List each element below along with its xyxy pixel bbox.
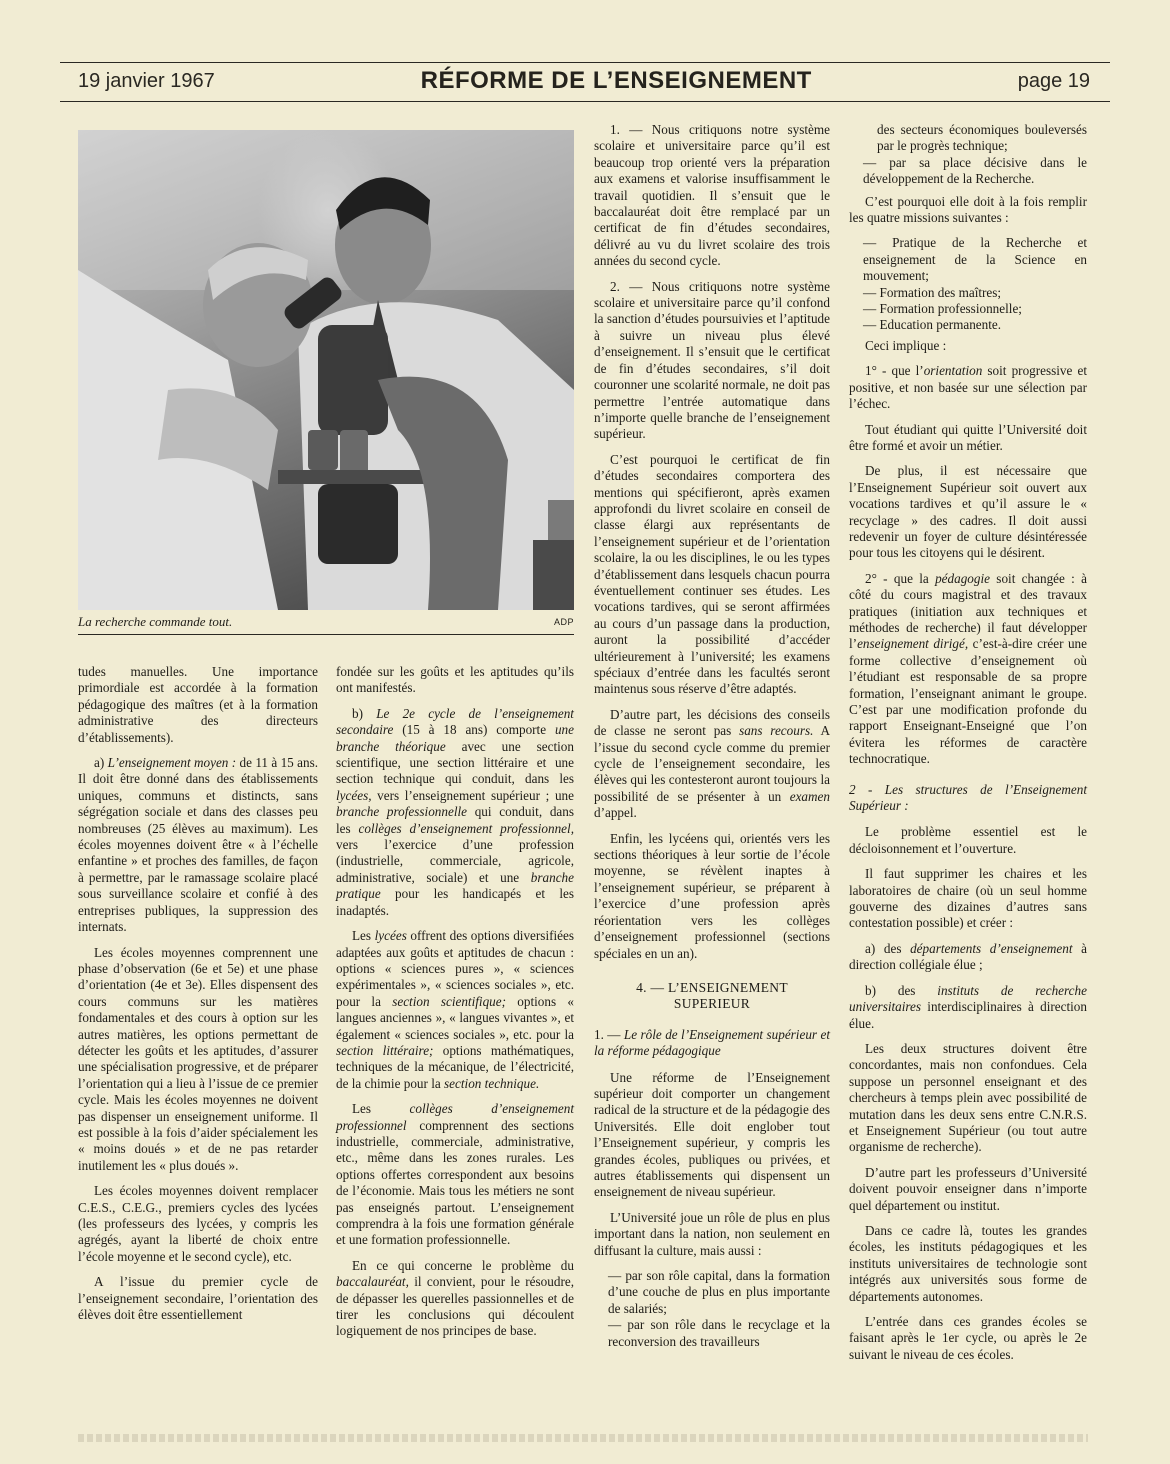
header-rule — [60, 101, 1110, 102]
dash-list — [594, 1268, 830, 1350]
paragraph: 1. — Nous critiquons notre système scolaire et universitaire parce qu’il est beaucoup trop orienté vers la préparation aux examens et valorise insuffisamment le travail quotidien. Il s’ensuit que le baccalauréat doit être remplacé par un certificat de fin d’études secondaires, délivré au vu du livret scolaire des trois années du second cycle. — [594, 122, 830, 269]
paragraph-lycees: Les lycées offrent des options diversifiées adaptées aux goûts et aptitudes de chacun : options « sciences pures », « sciences expérimentales », « sciences sociales », etc. pour la section scientifique; options « langues anciennes », « langues vivantes », et également « sciences sociales », etc. pour la section littéraire; options mathématiques, techniques de la mécanique, de l’électricité, de la chimie pour la section technique. — [336, 928, 574, 1091]
list-item: — par sa place décisive dans le développement de la Recherche. — [863, 154, 1087, 187]
section-title: SUPERIEUR — [673, 996, 751, 1012]
photo-caption-row — [78, 612, 574, 632]
paragraph: De plus, il est nécessaire que l’Enseignement Supérieur soit ouvert aux vocations tardives et qu’il assure le « recyclage » des cadres. Il doit aussi redevenir un foyer de culture désintéressée pour tous les citoyens qui le désirent. — [849, 463, 1087, 561]
paragraph: D’autre part les professeurs d’Université doivent pouvoir enseigner dans n’importe quel département ou institut. — [849, 1164, 1087, 1213]
paragraph: Ceci implique : — [865, 337, 947, 353]
paragraph: Les écoles moyennes comprennent une phase d’observation (6e et 5e) et une phase d’orientation (4e et 3e). Elles dispensent des cours communs sur les matières fondamentales et des cours à option sur les autres matières, les options permettant de détecter les goûts et les aptitudes, d’assurer une spécialisation progressive, et de préparer l’orientation qui a lieu à l’issue de ce premier cycle. Mais les écoles moyennes ne doivent pas dispenser un enseignement uniforme. Il est possible à la fois d’aider spécialement les « moins doués » et de ne pas retarder inutilement les « plus doués ». — [78, 944, 318, 1173]
top-rule — [60, 62, 1110, 63]
page-title: RÉFORME DE L’ENSEIGNEMENT — [420, 67, 812, 94]
subsection-heading: 1. — Le rôle de l’Enseignement supérieur et la réforme pédagogique — [594, 1026, 830, 1059]
paragraph: Une réforme de l’Enseignement supérieur doit comporter un changement radical de la structure et de la pédagogie des Universités. Elle doit englober tout l’Enseignement supérieur, y compris les grandes écoles, publiques ou privées, et autres établissements qui dispensent un enseignement de niveau supérieur. — [594, 1069, 830, 1200]
section-number: 4. — L’ENSEIGNEMENT — [636, 979, 788, 995]
list-item-continued: des secteurs économiques bouleversés par le progrès technique; — [877, 122, 1087, 154]
paragraph-orientation: 1° - que l’orientation soit progressive et positive, et non basée sur une sélection par l’échec. — [849, 363, 1087, 412]
paragraph: Les deux structures doivent être concordantes, mais non confondues. Cela suppose un personnel enseignant et des chercheurs à temps plein avec possibilité de mutation dans les deux sens entre C.N.R.S. et Enseignement Supérieur (ou tout autre organisme de recherche). — [849, 1040, 1087, 1155]
section-heading — [594, 980, 830, 1013]
paragraph-enseignement-moyen: a) L’enseignement moyen : de 11 à 15 ans. Il doit être donné dans des établissements uniques, communs et distincts, sans ségrégation sociale et dans des classes peu nombreuses (25 élèves au maximum). Les écoles moyennes doivent être « à l’échelle enfantine » et proches des familles, de façon à permettre, par le ramassage scolaire placé sous surveillance scolaire et confié à des entreprises publiques, la suppression des internats. — [78, 755, 319, 935]
page-number: page 19 — [1017, 69, 1090, 92]
dash-list — [849, 122, 1087, 188]
missions-list — [849, 235, 1087, 333]
paragraph: Tout étudiant qui quitte l’Université doit être formé et avoir un métier. — [849, 421, 1087, 453]
paragraph: L’Université joue un rôle de plus en plus important dans la nation, non seulement en diffusant la culture, mais aussi : — [594, 1209, 830, 1258]
paragraph: A l’issue du premier cycle de l’enseignement secondaire, l’orientation des élèves doit être essentiellement — [78, 1274, 318, 1323]
article-column-3 — [594, 122, 830, 1350]
paragraph: tudes manuelles. Une importance primordiale est accordée à la formation pédagogique des maîtres (et à la formation administrative des directeurs d’établissements). — [78, 664, 318, 745]
paragraph-instituts: b) des instituts de recherche universitaires interdisciplinaires à direction élue. — [849, 982, 1087, 1031]
photo-microscope — [78, 130, 574, 610]
list-item: — par son rôle capital, dans la formation d’une couche de plus en plus importante de salariés; — [608, 1268, 830, 1316]
paragraph: C’est pourquoi le certificat de fin d’études secondaires comportera des mentions qui spécifieront, après examen approfondi du livret scolaire en conseil de classe élargi aux représentants de l’enseignement supérieur et de l’orientation scolaire, la ou les disciplines, le ou les types d’établissement dans lesquels chacun pourra éventuellement continuer ses études. Les vocations tardives, qui se seront affirmées au cours d’un passage dans la production, auront la possibilité d’accéder ultérieurement à l’université; les examens spéciaux d’entrée dans les facultés seront maintenus sous réserve d’être adaptés. — [594, 451, 830, 697]
paragraph-recours: D’autre part, les décisions des conseils de classe ne seront pas sans recours. A l’issue du second cycle comme du premier cycle de l’enseignement secondaire, les élèves qui les contesteront auront toujours la possibilité de se présenter à un examen d’appel. — [594, 706, 830, 821]
issue-date: 19 janvier 1967 — [78, 69, 215, 92]
article-column-4 — [849, 122, 1087, 1363]
subsection-heading: 2 - Les structures de l’Enseignement Supérieur : — [849, 781, 1087, 814]
paragraph-colleges: Les collèges d’enseignement professionnel comprennent des sections industrielle, commerciale, administrative, etc., même dans les zones rurales. Les options offertes correspondent aux besoins de l’économie. Mais tous les métiers ne sont pas enseignés partout. L’enseignement comprendra à la fois une formation générale et une formation professionnelle. — [336, 1101, 575, 1248]
paragraph: Il faut supprimer les chaires et les laboratoires de chaire (où un seul homme gouverne des dizaines d’autres sans contestation possible) et créer : — [849, 866, 1087, 931]
paragraph: Les écoles moyennes doivent remplacer C.E.S., C.E.G., premiers cycles des lycées (les professeurs des lycées, y compris les agrégés, ayant la liberté de choix entre l’école moyenne et le second cycle), etc. — [78, 1183, 318, 1264]
list-item: — Formation des maîtres; — [863, 284, 1002, 300]
list-item: — Formation professionnelle; — [863, 301, 1022, 317]
paragraph: Enfin, les lycéens qui, orientés vers les sections théoriques à leur sortie de l’école moyenne, se révèlent inaptes à l’enseignement supérieur, se préparent à l’exercice d’une profession après réorientation vers les collèges d’enseignement professionnel (sections spéciales en un an). — [594, 830, 830, 961]
paragraph-second-cycle: b) Le 2e cycle de l’enseignement secondaire (15 à 18 ans) comporte une branche théorique avec une section scientifique, une section littéraire et une section technique qui conduit, dans les lycées, vers l’enseignement supérieur ; une branche professionnelle qui conduit, dans les collèges d’enseignement professionnel, vers l’exercice d’une profession (industrielle, commerciale, agricole, administrative, sociale) et une branche pratique pour les handicapés et les inadaptés. — [336, 705, 574, 918]
paragraph: L’entrée dans ces grandes écoles se faisant après le 1er cycle, ou après le 2e suivant le niveau de ces écoles. — [849, 1314, 1087, 1362]
list-item: — Education permanente. — [863, 317, 1002, 333]
paragraph: Dans ce cadre là, toutes les grandes écoles, les instituts pédagogiques et les instituts universitaires de technologie sont intégrés aux universités sous forme de départements autonomes. — [849, 1222, 1087, 1304]
photo-illustration — [78, 130, 574, 610]
list-item: — Pratique de la Recherche et enseignement de la Science en mouvement; — [863, 235, 1087, 284]
list-item: — par son rôle dans le recyclage et la reconversion des travailleurs — [608, 1317, 830, 1349]
paragraph-baccalaureat: En ce qui concerne le problème du baccalauréat, il convient, pour le résoudre, de dépasser les querelles passionnelles et de tirer les conclusions qui découlent logiquement de nos principes de base. — [336, 1257, 574, 1339]
show-through-text — [78, 1434, 1088, 1442]
photo-credit: ADP — [553, 617, 574, 627]
paragraph: 2. — Nous critiquons notre système scolaire et universitaire parce qu’il confond la sanction d’études poursuivies et l’aptitude à suivre un niveau plus élevé d’enseignement. Il s’ensuit que le certificat de fin d’études secondaires, s’il doit couronner une scolarité normale, ne doit pas permettre l’entrée automatique dans n’importe quelle branche de l’enseignement supérieur. — [594, 278, 830, 442]
article-column-2 — [336, 664, 574, 1340]
article-column-1 — [78, 664, 318, 1323]
paragraph-pedagogie: 2° - que la pédagogie soit changée : à côté du cours magistral et des travaux pratiques (initiation aux techniques et méthodes de recherche) il faut développer l’enseignement dirigé, c’est-à-dire créer une forme collective d’enseignement où l’étudiant est responsable de sa propre formation, l’enseignant animant le groupe. C’est par une modification profonde du rapport Enseignant-Enseigné que l’on évitera les réformes de caractère technocratique. — [849, 570, 1087, 767]
photo-caption: La recherche commande tout. — [78, 614, 233, 629]
paragraph-departements: a) des départements d’enseignement à direction collégiale élue ; — [849, 940, 1087, 973]
caption-rule — [78, 634, 574, 635]
paragraph: C’est pourquoi elle doit à la fois remplir les quatre missions suivantes : — [849, 193, 1087, 226]
paragraph: fondée sur les goûts et les aptitudes qu’ils ont manifestés. — [336, 664, 574, 696]
paragraph: Le problème essentiel est le décloisonnement et l’ouverture. — [849, 824, 1087, 856]
masthead — [78, 66, 1090, 96]
